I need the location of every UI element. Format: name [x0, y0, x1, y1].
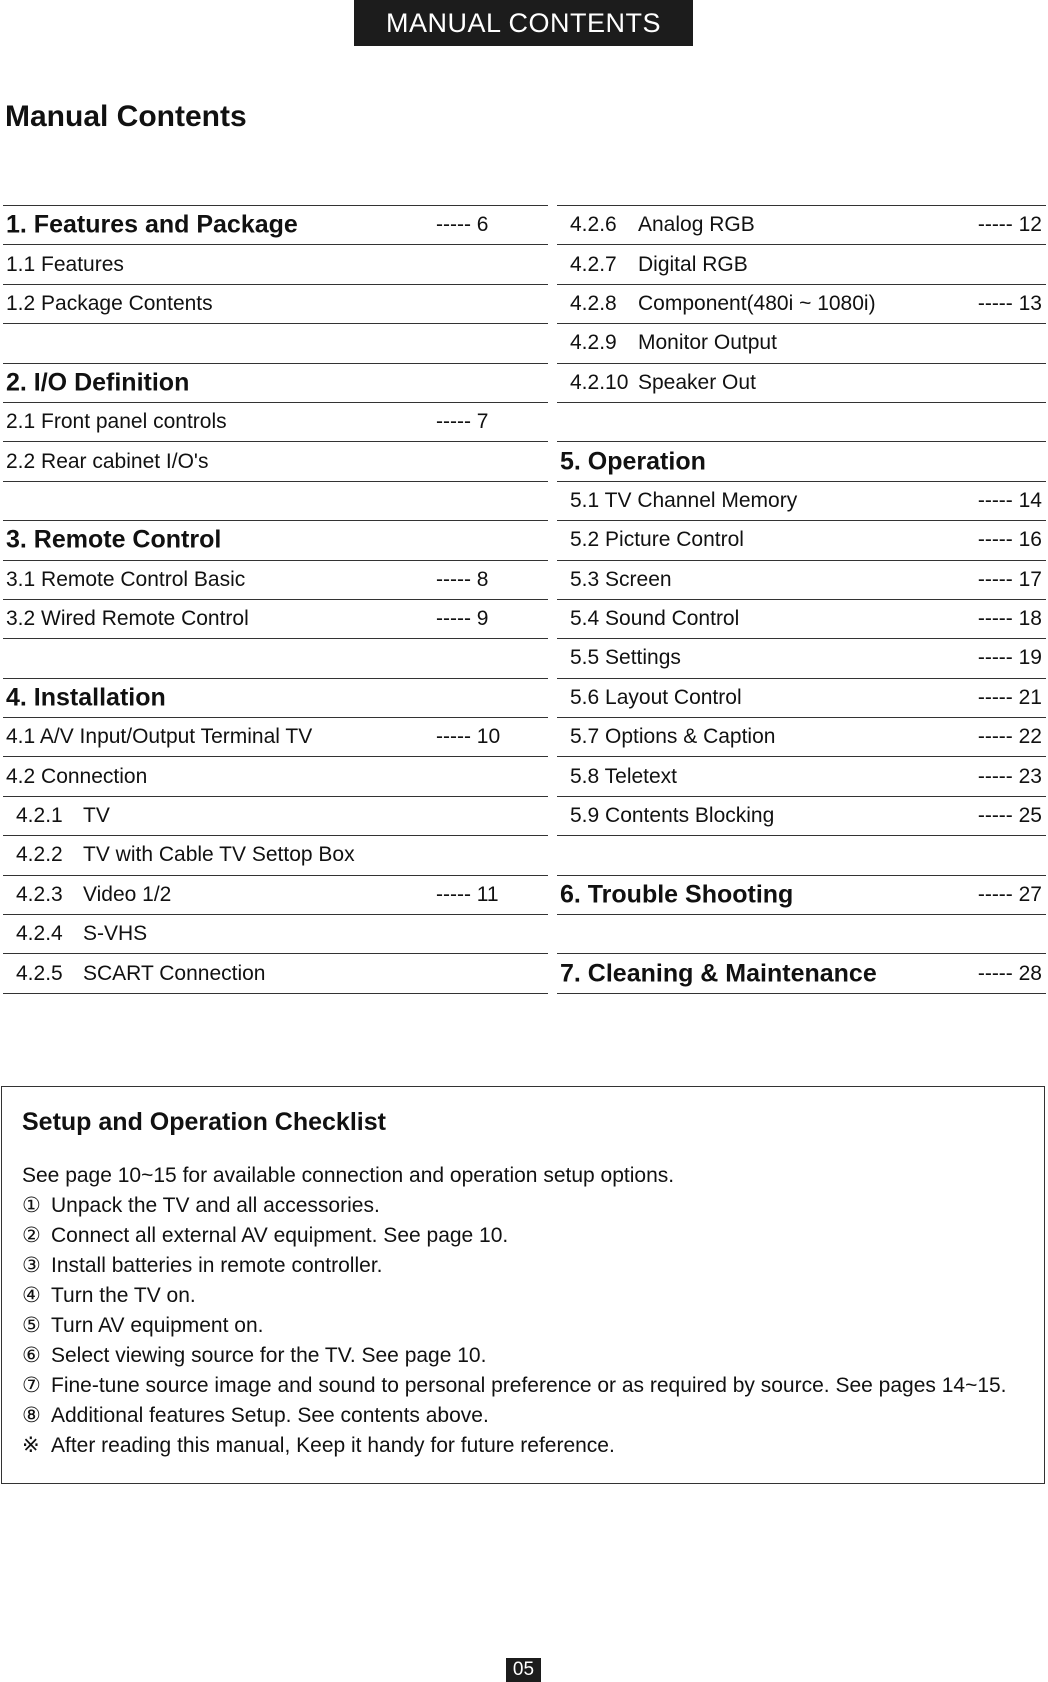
checklist-step [22, 1281, 1024, 1311]
toc-page-ref: ----- 9 [436, 607, 489, 631]
toc-section-heading [3, 679, 548, 718]
toc-entry [3, 403, 548, 442]
toc-entry-title: 2. I/O Definition [6, 368, 190, 397]
toc-page-ref: ----- 19 [977, 646, 1042, 670]
toc-entry-title: 5.5 Settings [570, 646, 681, 670]
step-number: ③ [22, 1254, 41, 1277]
toc-page-ref: ----- 25 [977, 804, 1042, 828]
toc-entry-title: 1.2 Package Contents [6, 291, 213, 315]
toc-blank-row [557, 836, 1046, 875]
toc-entry [557, 245, 1046, 284]
toc-entry-label [570, 528, 744, 552]
toc-entry-label [570, 686, 742, 710]
checklist-steps [22, 1191, 1024, 1431]
toc-entry-label [6, 725, 312, 749]
toc-section-heading [3, 521, 548, 560]
toc-entry-title: 3.1 Remote Control Basic [6, 567, 246, 591]
toc-entry [557, 718, 1046, 757]
toc-entry-label [570, 253, 748, 277]
toc-entry-label [6, 526, 221, 555]
toc-entry [557, 561, 1046, 600]
toc-entry-number: 4.2.3 [16, 882, 63, 906]
toc-blank-row [557, 915, 1046, 954]
toc-page-ref: ----- 12 [977, 213, 1042, 237]
toc-entry-label [6, 368, 189, 397]
step-number: ④ [22, 1284, 41, 1307]
toc-entry [557, 797, 1046, 836]
toc-page-ref: ----- 23 [977, 764, 1042, 788]
step-text: Turn the TV on. [51, 1284, 196, 1307]
toc-entry-title: 5.3 Screen [570, 567, 672, 591]
toc-entry [3, 915, 548, 954]
toc-entry [557, 757, 1046, 796]
toc-page-ref: ----- 14 [977, 488, 1042, 512]
toc-entry-label [6, 410, 227, 434]
toc-section-heading [3, 206, 548, 245]
toc-page-ref: ----- 18 [977, 607, 1042, 631]
toc-entry-label [6, 292, 213, 316]
checklist-title: Setup and Operation Checklist [22, 1108, 386, 1136]
toc-page-ref: ----- 22 [977, 725, 1042, 749]
toc-section-heading [557, 954, 1046, 993]
toc-entry [3, 600, 548, 639]
toc-entry-title: 5.4 Sound Control [570, 607, 740, 631]
toc-page-ref: ----- 6 [436, 213, 489, 237]
toc-entry-title: 5.7 Options & Caption [570, 725, 776, 749]
toc-entry [3, 442, 548, 481]
toc-entry-label [570, 607, 739, 631]
toc-entry [3, 245, 548, 284]
toc-entry [557, 482, 1046, 521]
header-title: MANUAL CONTENTS [354, 0, 693, 46]
toc-entry-label [16, 843, 355, 867]
toc-entry-label [570, 725, 775, 749]
toc-entry-title: 4. Installation [6, 683, 166, 712]
toc-entry-label [570, 371, 756, 395]
toc-entry-label [570, 646, 681, 670]
toc-blank-row [3, 482, 548, 521]
toc-page-ref: ----- 17 [977, 567, 1042, 591]
toc-entry [557, 285, 1046, 324]
toc-page-ref: ----- 7 [436, 410, 489, 434]
toc-entry-label [6, 211, 298, 240]
toc-entry [557, 639, 1046, 678]
page-number: 05 [506, 1658, 541, 1682]
toc-entry-label [6, 683, 166, 712]
toc-entry-number: 4.2.5 [16, 961, 63, 985]
setup-checklist [1, 1086, 1045, 1484]
page-title: Manual Contents [5, 100, 247, 133]
toc-blank-row [557, 403, 1046, 442]
step-number: ① [22, 1194, 41, 1217]
toc-entry-label [6, 450, 208, 474]
toc-entry-title: 5.2 Picture Control [570, 528, 744, 552]
step-text: Select viewing source for the TV. See page 10. [51, 1344, 487, 1367]
toc-entry-title: 3. Remote Control [6, 525, 222, 554]
toc-entry-title: 4.2 Connection [6, 764, 148, 788]
toc-entry-title: Component(480i ~ 1080i) [638, 291, 876, 315]
step-text: Additional features Setup. See contents above. [51, 1404, 489, 1427]
toc-section-heading [557, 876, 1046, 915]
toc-entry-label [570, 331, 777, 355]
toc-entry [3, 561, 548, 600]
toc-entry [3, 876, 548, 915]
toc-entry [557, 600, 1046, 639]
toc-entry-label [570, 568, 672, 592]
checklist-note [22, 1431, 1024, 1461]
toc-entry-number: 4.2.7 [570, 252, 617, 276]
toc-entry-title: 5. Operation [560, 447, 706, 476]
checklist-step [22, 1251, 1024, 1281]
toc-entry-title: 1.1 Features [6, 252, 124, 276]
step-number: ⑦ [22, 1374, 41, 1397]
toc-entry-number: 4.2.6 [570, 213, 617, 237]
toc-entry-label [6, 765, 147, 789]
toc-page-ref: ----- 28 [977, 961, 1042, 985]
toc-section-heading [557, 442, 1046, 481]
toc-entry-title: TV [83, 804, 110, 828]
checklist-step [22, 1311, 1024, 1341]
toc-entry-label [560, 447, 706, 476]
toc-entry-label [6, 607, 249, 631]
checklist-step [22, 1371, 1024, 1401]
step-text: Install batteries in remote controller. [51, 1254, 383, 1277]
step-text: Fine-tune source image and sound to personal preference or as required by source. See pages 14~15. [51, 1374, 1007, 1397]
note-text: After reading this manual, Keep it handy for future reference. [51, 1434, 615, 1457]
toc-entry-title: Digital RGB [638, 252, 748, 276]
toc-entry-label [16, 962, 266, 986]
toc-entry-title: 5.6 Layout Control [570, 685, 742, 709]
step-number: ⑥ [22, 1344, 41, 1367]
toc-entry-label [570, 765, 677, 789]
toc-entry-title: 5.8 Teletext [570, 764, 678, 788]
checklist-step [22, 1401, 1024, 1431]
toc-entry-title: 2.2 Rear cabinet I/O's [6, 449, 209, 473]
toc-page-ref: ----- 8 [436, 567, 489, 591]
toc-right-column [557, 205, 1046, 994]
toc-entry [557, 324, 1046, 363]
toc-section-heading [3, 364, 548, 403]
toc-page-ref: ----- 27 [977, 882, 1042, 906]
toc-entry-title: SCART Connection [83, 961, 266, 985]
step-text: Connect all external AV equipment. See page 10. [51, 1224, 509, 1247]
toc-left-column [3, 205, 548, 994]
step-number: ⑧ [22, 1404, 41, 1427]
toc-entry-title: Video 1/2 [83, 882, 172, 906]
toc-entry [557, 364, 1046, 403]
toc-entry-number: 4.2.1 [16, 804, 63, 828]
toc-blank-row [3, 324, 548, 363]
toc-entry-label [6, 568, 245, 592]
toc-entry [3, 836, 548, 875]
toc-entry-label [16, 883, 171, 907]
toc-entry-label [570, 213, 755, 237]
step-number: ⑤ [22, 1314, 41, 1337]
toc-entry-label [560, 959, 877, 988]
toc-entry-title: Monitor Output [638, 331, 777, 355]
toc-entry-label [560, 880, 793, 909]
toc-page-ref: ----- 21 [977, 685, 1042, 709]
toc-page-ref: ----- 10 [436, 725, 501, 749]
toc-entry-label [6, 253, 124, 277]
toc-entry-title: Speaker Out [638, 370, 756, 394]
toc-entry-number: 4.2.8 [570, 291, 617, 315]
toc-entry [3, 797, 548, 836]
note-mark: ※ [22, 1434, 40, 1457]
checklist-step [22, 1221, 1024, 1251]
toc-entry-title: 5.9 Contents Blocking [570, 804, 775, 828]
toc-page-ref: ----- 11 [436, 882, 499, 906]
checklist-intro: See page 10~15 for available connection and operation setup options. [22, 1164, 675, 1187]
checklist-step [22, 1191, 1024, 1221]
toc-entry-title: S-VHS [83, 922, 148, 946]
toc-blank-row [3, 639, 548, 678]
toc-entry [557, 679, 1046, 718]
toc-entry-title: 7. Cleaning & Maintenance [560, 959, 877, 988]
toc-entry-title: 5.1 TV Channel Memory [570, 488, 798, 512]
toc-entry [3, 285, 548, 324]
toc-entry-title: 2.1 Front panel controls [6, 410, 227, 434]
toc-page-ref: ----- 16 [977, 528, 1042, 552]
toc-entry-label [16, 922, 147, 946]
toc-entry-title: 1. Features and Package [6, 210, 298, 239]
toc-entry-number: 4.2.4 [16, 922, 63, 946]
step-text: Unpack the TV and all accessories. [51, 1194, 380, 1217]
toc-entry [557, 206, 1046, 245]
step-number: ② [22, 1224, 41, 1247]
toc-entry-title: 3.2 Wired Remote Control [6, 607, 249, 631]
toc-entry-title: 6. Trouble Shooting [560, 880, 794, 909]
toc-entry-label [16, 804, 110, 828]
toc-entry-number: 4.2.2 [16, 843, 63, 867]
toc-entry-label [570, 804, 774, 828]
toc-page-ref: ----- 13 [977, 291, 1042, 315]
toc-entry [3, 757, 548, 796]
toc-entry-label [570, 489, 797, 513]
checklist-step [22, 1341, 1024, 1371]
toc-entry-label [570, 292, 876, 316]
toc-entry-title: Analog RGB [638, 213, 755, 237]
toc-entry-title: 4.1 A/V Input/Output Terminal TV [6, 725, 313, 749]
toc-entry [3, 954, 548, 993]
toc-entry-number: 4.2.9 [570, 331, 617, 355]
step-text: Turn AV equipment on. [51, 1314, 264, 1337]
toc-entry [3, 718, 548, 757]
toc-entry [557, 521, 1046, 560]
toc-entry-number: 4.2.10 [570, 370, 629, 394]
toc-entry-title: TV with Cable TV Settop Box [83, 843, 355, 867]
